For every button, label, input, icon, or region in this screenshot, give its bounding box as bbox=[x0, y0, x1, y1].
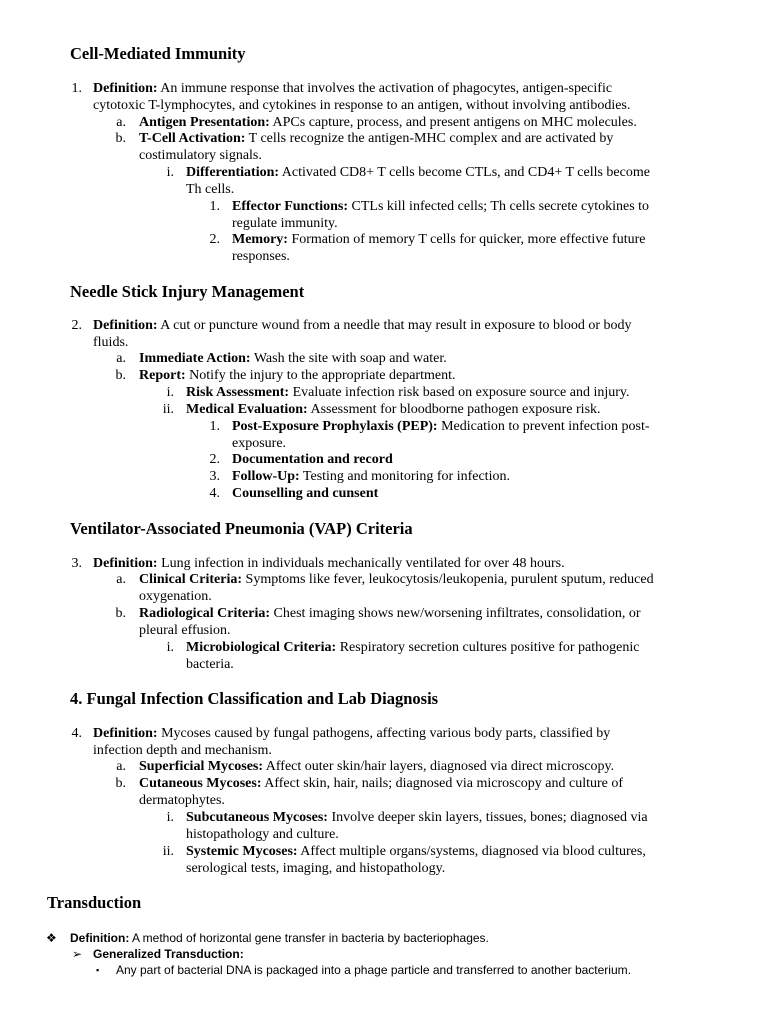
arrow-bullet-icon: ➢ bbox=[72, 947, 83, 961]
section-heading-transduction: Transduction bbox=[47, 893, 142, 912]
document-page: Cell-Mediated Immunity 1. Definition: An immune response that involves the activation of phagocytes, antigen-specific cytotoxic T-lymphocytes, and cytokines in response to an antigen, without involving antibodies. a. Antigen Presentation: APCs capture, process, and present antigens on MHC molecules. b. T-Cell Activation: T cells recognize the antigen-MHC complex and are activated by costimulatory signals. i. Differentiation: Activated CD8+ T cells become CTLs, and CD4+ T cells become Th cells. 1. Effector Functions: CTLs kill infected cells; Th cells secrete cytokines to regulate immunity. 2. Memory: Formation of memory T cells for quicker, more effective future responses. Needle Stick Injury Management 2. Definition: A cut or puncture wound from a needle that may result in exposure to blood or body fluids. a. Immediate Action: Wash the site with soap and water. b. Report: Notify the injury to the appropriate department. i. Risk Assessment: Evaluate infection risk based on exposure source and injury. ii. Medical Evaluation: Assessment for bloodborne pathogen exposure risk. 1. Post-Exposure Prophylaxis (PEP): Medication to prevent infection post- exposure. 2. Documentation and record 3. Follow-Up: Testing and monitoring for infection. 4. Counselling and cunsent Ventilator-Associated Pneumonia (VAP) Criteria 3. Definition: Lung infection in individuals mechanically ventilated for over 48 hours. a. Clinical Criteria: Symptoms like fever, leukocytosis/leukopenia, purulent sputum, reduced oxygenation. b. Radiological Criteria: Chest imaging shows new/worsening infiltrates, consolidation, or pleural effusion. i. Microbiological Criteria: Respiratory secretion cultures positive for pathogenic bacteria. 4. Fungal Infection Classification and Lab Diagnosis 4. Definition: Mycoses caused by fungal pathogens, affecting various body parts, classified by infection depth and mechanism. a. Superficial Mycoses: Affect outer skin/hair layers, diagnosed via direct microscopy. b. Cutaneous Mycoses: Affect skin, hair, nails; diagnosed via microscopy and culture of dermatophytes. i. Subcutaneous Mycoses: Involve deeper skin layers, tissues, bones; diagnosed via histopathology and culture. ii. Systemic Mycoses: Affect multiple organs/systems, diagnosed via blood cultures, serological tests, imaging, and histopathology. Transduction ❖ Definition: A method of horizontal gene transfer in bacteria by bacteriophages. ➢ Generalized Transduction: ▪ Any part of bacterial DNA is packaged into a phage particle and transferred to another bacterium. bbox=[46, 44, 654, 977]
list-item-1-definition-cont: cytotoxic T-lymphocytes, and cytokines in response to an antigen, without involving antibodies. bbox=[93, 98, 631, 113]
list-item-4b-cont: dermatophytes. bbox=[139, 793, 225, 808]
list-item-1b-cont: costimulatory signals. bbox=[139, 148, 262, 163]
list-item-2b-ii-1-cont: exposure. bbox=[232, 436, 287, 451]
section-heading-cell-mediated-immunity: Cell-Mediated Immunity bbox=[70, 44, 246, 63]
list-item-3a-cont: oxygenation. bbox=[139, 589, 212, 604]
square-bullet-icon: ▪ bbox=[96, 965, 100, 975]
section-heading-needle-stick: Needle Stick Injury Management bbox=[70, 282, 305, 301]
section-heading-fungal-infection: 4. Fungal Infection Classification and Lab Diagnosis bbox=[70, 689, 439, 708]
section-heading-vap-criteria: Ventilator-Associated Pneumonia (VAP) Criteria bbox=[70, 519, 413, 538]
diamond-bullet-icon: ❖ bbox=[46, 931, 57, 945]
list-item-4b-ii-cont: serological tests, imaging, and histopathology. bbox=[186, 861, 446, 876]
list-item-3b-cont: pleural effusion. bbox=[139, 623, 231, 638]
list-item-2-definition-cont: fluids. bbox=[93, 335, 129, 350]
list-item-1b-i-1-cont: regulate immunity. bbox=[232, 216, 338, 231]
list-item-3b-i-cont: bacteria. bbox=[186, 657, 234, 672]
list-item-1b-i-2-cont: responses. bbox=[232, 249, 290, 264]
list-item-4-definition-cont: infection depth and mechanism. bbox=[93, 743, 272, 758]
list-item-1b-i-cont: Th cells. bbox=[186, 182, 235, 197]
list-item-4b-i-cont: histopathology and culture. bbox=[186, 827, 339, 842]
